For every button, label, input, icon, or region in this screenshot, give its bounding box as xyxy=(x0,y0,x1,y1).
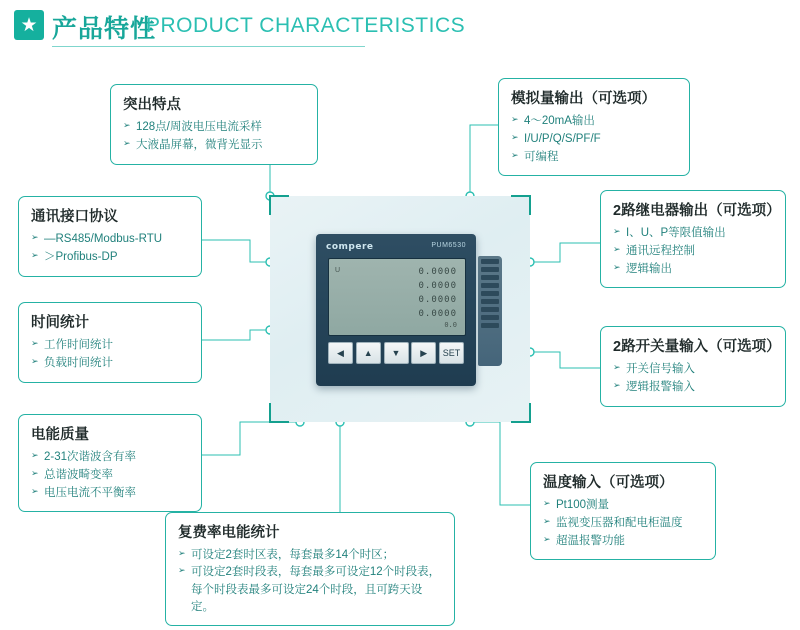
frame-corner-top-left xyxy=(269,195,289,215)
lcd-small-value: 0.0 xyxy=(444,321,457,329)
list-item: ➢ 电压电流不平衡率 xyxy=(31,485,191,503)
header-divider xyxy=(52,46,365,47)
frame-corner-bottom-left xyxy=(269,403,289,423)
list-item: ➢ 可编程 xyxy=(511,149,679,167)
callout-title: 2路继电器输出（可选项） xyxy=(613,203,781,219)
list-item: ➢ ＞Profibus-DP xyxy=(31,249,191,267)
lcd-left-label: U xyxy=(335,267,341,274)
list-item: ➢ 2-31次谐波含有率 xyxy=(31,449,191,467)
callout-list xyxy=(613,361,775,397)
list-item: ➢ Pt100测量 xyxy=(543,497,705,515)
star-icon: ★ xyxy=(14,10,44,40)
page-header xyxy=(0,0,800,56)
callout-title: 电能质量 xyxy=(31,427,89,443)
callout-title: 时间统计 xyxy=(31,315,89,331)
callout-title: 2路开关量输入（可选项） xyxy=(613,339,781,355)
callout-power-quality xyxy=(18,414,202,512)
list-item: ➢ 逻辑输出 xyxy=(613,261,775,279)
device-photo xyxy=(270,196,530,422)
callout-analog-output xyxy=(498,78,690,176)
callout-title: 模拟量输出（可选项） xyxy=(511,91,656,107)
list-item: ➢ 开关信号输入 xyxy=(613,361,775,379)
lcd-line-3: 0.0000 xyxy=(418,295,457,305)
frame-corner-top-right xyxy=(511,195,531,215)
list-item: ➢ 可设定2套时区表，每套最多14个时区； xyxy=(178,547,444,564)
callout-title: 复费率电能统计 xyxy=(178,525,280,541)
callout-list xyxy=(31,337,191,373)
page-title-en: PRODUCT CHARACTERISTICS xyxy=(146,14,466,37)
lcd-line-1: 0.0000 xyxy=(418,267,457,277)
list-item: ➢ 总谐波畸变率 xyxy=(31,467,191,485)
callout-digital-input xyxy=(600,326,786,407)
lcd-line-2: 0.0000 xyxy=(418,281,457,291)
down-arrow-button[interactable]: ▼ xyxy=(384,342,409,364)
device-button-row xyxy=(328,342,464,364)
callout-time-statistics xyxy=(18,302,202,383)
list-item: ➢ 128点/周波电压电流采样 xyxy=(123,119,307,137)
callout-list xyxy=(613,225,775,278)
callout-relay-output xyxy=(600,190,786,288)
list-item: ➢ 通讯远程控制 xyxy=(613,243,775,261)
set-button[interactable]: SET xyxy=(439,342,464,364)
power-meter-device xyxy=(316,234,476,386)
list-item: ➢ 超温报警功能 xyxy=(543,533,705,551)
callout-list xyxy=(31,449,191,502)
device-brand-label: compere xyxy=(326,242,374,252)
device-lcd-screen xyxy=(328,258,466,336)
lcd-line-4: 0.0000 xyxy=(418,309,457,319)
list-item: ➢ 工作时间统计 xyxy=(31,337,191,355)
up-arrow-button[interactable]: ▲ xyxy=(356,342,381,364)
callout-list xyxy=(511,113,679,166)
list-item: ➢ —RS485/Modbus-RTU xyxy=(31,231,191,249)
right-arrow-button[interactable]: ▶ xyxy=(411,342,436,364)
callout-list xyxy=(31,231,191,267)
page-title-cn: 产品特性 xyxy=(52,15,157,43)
list-item: ➢ 可设定2套时段表，每套最多可设定12个时段表，每个时段表最多可设定24个时段，且可跨天设定。 xyxy=(178,564,444,616)
callout-title: 温度输入（可选项） xyxy=(543,475,674,491)
list-item: ➢ I、U、P等限值输出 xyxy=(613,225,775,243)
callout-comm-protocol xyxy=(18,196,202,277)
device-model-label: PUM6530 xyxy=(431,242,466,249)
list-item: ➢ 监视变压器和配电柜温度 xyxy=(543,515,705,533)
list-item: ➢ 4～20mA输出 xyxy=(511,113,679,131)
callout-list xyxy=(543,497,705,550)
callout-temperature-input xyxy=(530,462,716,560)
list-item: ➢ 大液晶屏幕，微背光显示 xyxy=(123,137,307,155)
callout-list xyxy=(178,547,444,616)
frame-corner-bottom-right xyxy=(511,403,531,423)
left-arrow-button[interactable]: ◀ xyxy=(328,342,353,364)
callout-highlight-features xyxy=(110,84,318,165)
callout-title: 突出特点 xyxy=(123,97,181,113)
list-item: ➢ 负载时间统计 xyxy=(31,355,191,373)
callout-list xyxy=(123,119,307,155)
list-item: ➢ 逻辑报警输入 xyxy=(613,379,775,397)
callout-title: 通讯接口协议 xyxy=(31,209,118,225)
callout-tariff-statistics xyxy=(165,512,455,626)
list-item: ➢ I/U/P/Q/S/PF/F xyxy=(511,131,679,149)
device-vents xyxy=(478,256,502,366)
